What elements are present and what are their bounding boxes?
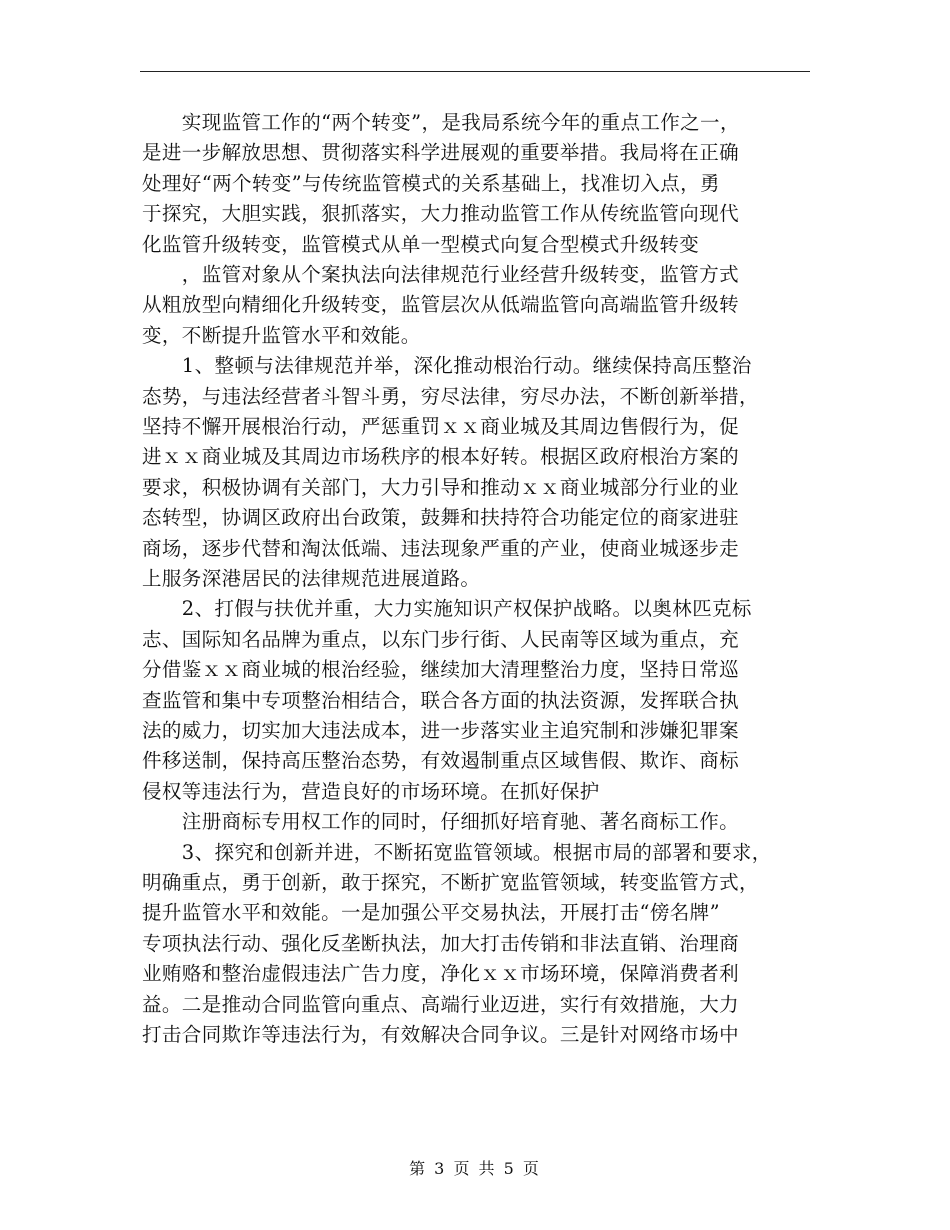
text-line: 志、国际知名品牌为重点，以东门步行街、人民南等区域为重点，充 bbox=[142, 627, 740, 651]
text-line: 变，不断提升监管水平和效能。 bbox=[142, 323, 421, 347]
text-line: 进ｘｘ商业城及其周边市场秩序的根本好转。根据区政府根治方案的 bbox=[142, 445, 740, 469]
text-line: 化监管升级转变，监管模式从单一型模式向复合型模式升级转变 bbox=[142, 232, 700, 256]
text-line: 专项执法行动、强化反垄断执法，加大打击传销和非法直销、治理商 bbox=[142, 931, 740, 955]
text-line: 侵权等违法行为，营造良好的市场环境。在抓好保护 bbox=[142, 779, 600, 803]
text-line: 业贿赂和整治虚假违法广告力度，净化ｘｘ市场环境，保障消费者利 bbox=[142, 962, 740, 986]
text-line: 实现监管工作的“两个转变”，是我局系统今年的重点工作之一， bbox=[142, 111, 740, 134]
text-line: ，监管对象从个案执法向法律规范行业经营升级转变，监管方式 bbox=[142, 263, 740, 286]
text-line: 处理好“两个转变”与传统监管模式的关系基础上，找准切入点，勇 bbox=[142, 171, 720, 195]
text-line: 注册商标专用权工作的同时，仔细抓好培育驰、著名商标工作。 bbox=[142, 810, 740, 834]
text-line: 法的威力，切实加大违法成本，进一步落实业主追究制和涉嫌犯罪案 bbox=[142, 719, 740, 742]
text-line: 分借鉴ｘｘ商业城的根治经验，继续加大清理整治力度，坚持日常巡 bbox=[142, 658, 740, 682]
text-line: 上服务深港居民的法律规范进展道路。 bbox=[142, 567, 481, 590]
text-line: 于探究，大胆实践，狠抓落实，大力推动监管工作从传统监管向现代 bbox=[142, 202, 740, 226]
text-line: 2、打假与扶优并重，大力实施知识产权保护战略。以奥林匹克标 bbox=[142, 597, 752, 621]
text-line: 益。二是推动合同监管向重点、高端行业迈进，实行有效措施，大力 bbox=[142, 992, 740, 1016]
text-line: 查监管和集中专项整治相结合，联合各方面的执法资源，发挥联合执 bbox=[142, 688, 740, 712]
header-rule bbox=[140, 71, 810, 72]
text-line: 态转型，协调区政府出台政策，鼓舞和扶持符合功能定位的商家进驻 bbox=[142, 506, 740, 530]
text-line: 明确重点，勇于创新，敢于探究，不断扩宽监管领域，转变监管方式， bbox=[142, 871, 759, 894]
text-line: 1、整顿与法律规范并举，深化推动根治行动。继续保持高压整治 bbox=[142, 354, 752, 378]
page-footer: 第 3 页 共 5 页 bbox=[409, 1159, 541, 1178]
text-line: 打击合同欺诈等违法行为，有效解决合同争议。三是针对网络市场中 bbox=[142, 1023, 740, 1046]
text-line: 要求，积极协调有关部门，大力引导和推动ｘｘ商业城部分行业的业 bbox=[142, 475, 740, 499]
text-line: 坚持不懈开展根治行动，严惩重罚ｘｘ商业城及其周边售假行为，促 bbox=[142, 415, 740, 438]
text-line: 件移送制，保持高压整治态势，有效遏制重点区域售假、欺诈、商标 bbox=[142, 749, 740, 773]
text-line: 商场，逐步代替和淘汰低端、违法现象严重的产业，使商业城逐步走 bbox=[142, 536, 740, 560]
text-line: 从粗放型向精细化升级转变，监管层次从低端监管向高端监管升级转 bbox=[142, 293, 740, 317]
text-line: 提升监管水平和效能。一是加强公平交易执法，开展打击“傍名牌” bbox=[142, 901, 720, 925]
text-line: 3、探究和创新并进，不断拓宽监管领域。根据市局的部署和要求， bbox=[142, 840, 772, 864]
text-line: 是进一步解放思想、贯彻落实科学进展观的重要举措。我局将在正确 bbox=[142, 141, 740, 165]
text-line: 态势，与违法经营者斗智斗勇，穷尽法律，穷尽办法，不断创新举措， bbox=[142, 384, 759, 408]
